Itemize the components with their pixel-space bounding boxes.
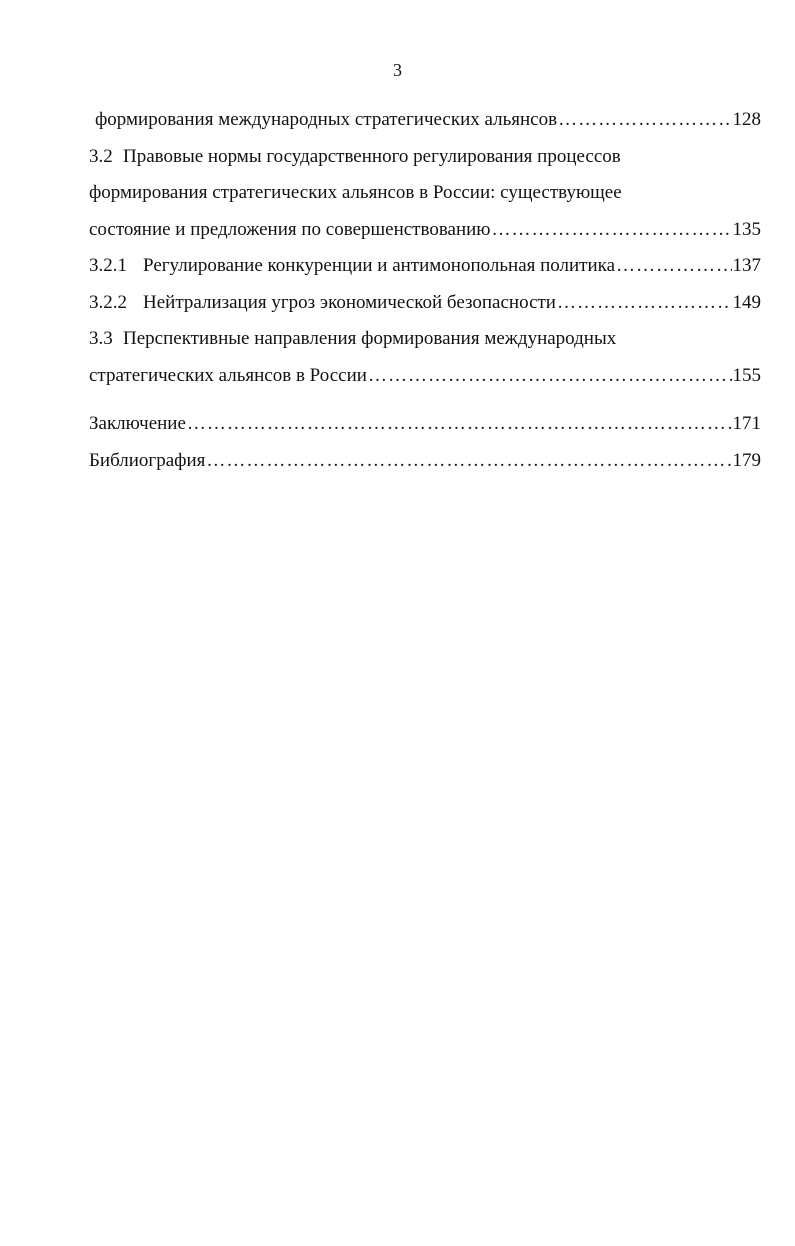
toc-entry-3-3 [89, 321, 761, 358]
page-number: 3 [393, 60, 402, 80]
dot-leader [187, 406, 732, 443]
toc-entry-text: Правовые нормы государственного регулирования процессов [123, 145, 621, 167]
section-gap [89, 394, 761, 406]
toc-entry-bibliography [89, 443, 761, 480]
dot-leader [492, 212, 732, 249]
toc-entry-page: 179 [732, 449, 761, 471]
toc-entry-3-2-continued [89, 175, 761, 212]
toc-entry-text: Библиография [89, 449, 206, 471]
toc-entry-alliances-formation [89, 102, 761, 139]
table-of-contents [89, 102, 761, 479]
toc-entry-text: Заключение [89, 413, 186, 434]
toc-entry-number: 3.3 [89, 328, 113, 349]
toc-entry-page: 137 [732, 255, 761, 276]
toc-entry-3-2 [89, 139, 761, 176]
toc-entry-page: 128 [732, 109, 761, 130]
toc-entry-text: Регулирование конкуренции и антимонопольная политика [143, 255, 616, 276]
toc-entry-3-2-2 [89, 285, 761, 322]
toc-entry-conclusion [89, 406, 761, 443]
toc-entry-page: 155 [732, 364, 761, 386]
toc-entry-text: формирования международных стратегических альянсов [95, 109, 558, 130]
dot-leader [616, 248, 731, 285]
toc-entry-3-3-end [89, 358, 761, 395]
toc-entry-number: 3.2.1 [89, 255, 127, 276]
toc-entry-number: 3.2 [89, 145, 113, 167]
dot-leader [557, 285, 732, 322]
toc-entry-text: Перспективные направления формирования международных [123, 328, 617, 349]
dot-leader [558, 102, 731, 139]
toc-entry-page: 135 [732, 218, 761, 240]
dot-leader [368, 358, 732, 395]
toc-entry-text: состояние и предложения по совершенствованию [89, 218, 491, 240]
toc-entry-3-2-1 [89, 248, 761, 285]
toc-entry-number: 3.2.2 [89, 291, 127, 313]
toc-entry-page: 171 [732, 413, 761, 434]
toc-entry-3-2-end [89, 212, 761, 249]
toc-entry-text: Нейтрализация угроз экономической безопасности [143, 291, 556, 313]
toc-entry-page: 149 [732, 291, 761, 313]
toc-entry-text: стратегических альянсов в России [89, 364, 367, 386]
toc-entry-text: формирования стратегических альянсов в России: существующее [89, 182, 622, 203]
dot-leader [206, 443, 731, 480]
